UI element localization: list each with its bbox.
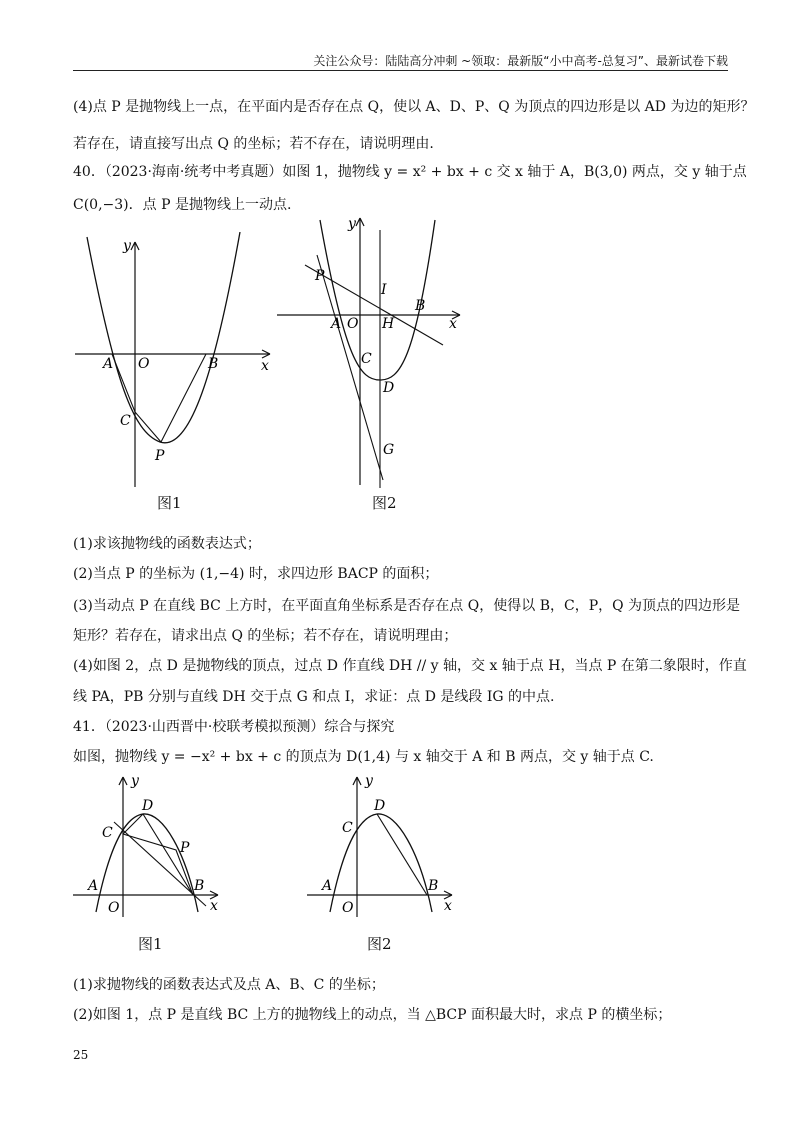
label-x: x (210, 898, 218, 914)
label-B: B (428, 878, 439, 894)
q40-part1: (1)求该抛物线的函数表达式； (73, 536, 261, 552)
page-number: 25 (73, 1048, 89, 1062)
label-O: O (347, 316, 359, 332)
label-C: C (342, 820, 353, 836)
q41-part2: (2)如图 1，点 P 是直线 BC 上方的抛物线上的动点，当 △BCP 面积最大时，求点 P 的横坐标； (73, 1007, 672, 1023)
header-rule (73, 70, 728, 71)
label-B: B (194, 878, 205, 894)
label-C: C (102, 825, 113, 841)
label-O: O (342, 900, 354, 916)
label-y: y (131, 773, 139, 789)
label-x: x (261, 358, 269, 374)
q41-stem: 如图，抛物线 y = −x² + bx + c 的顶点为 D(1,4) 与 x 轴交于 A 和 B 两点，交 y 轴于点 C. (73, 749, 654, 765)
figure-40-1-caption: 图1 (157, 494, 182, 512)
q41-part1: (1)求抛物线的函数表达式及点 A、B、C 的坐标； (73, 977, 385, 993)
q39-part4-line1: (4)点 P 是抛物线上一点，在平面内是否存在点 Q，使以 A、D、P、Q 为顶点的四边形是以 AD 为边的矩形？ (73, 99, 755, 115)
label-D: D (383, 380, 395, 396)
label-A: A (331, 316, 342, 332)
label-A: A (322, 878, 333, 894)
label-I: I (381, 282, 387, 298)
label-O: O (108, 900, 120, 916)
label-y: y (348, 216, 356, 232)
label-D: D (374, 798, 386, 814)
label-P: P (315, 268, 325, 284)
figure-41-1-caption: 图1 (138, 935, 163, 953)
q40-part3-line2: 矩形？若存在，请求出点 Q 的坐标；若不存在，请说明理由； (73, 628, 458, 644)
label-G: G (383, 442, 395, 458)
label-y: y (365, 773, 373, 789)
label-C: C (361, 351, 372, 367)
q40-stem-line2: C(0,−3)．点 P 是抛物线上一动点. (73, 197, 292, 213)
label-x: x (444, 898, 452, 914)
label-B: B (208, 356, 219, 372)
label-H: H (382, 316, 395, 332)
figure-41-1 (68, 772, 228, 922)
figure-41-2 (302, 772, 462, 922)
label-D: D (142, 798, 154, 814)
q40-part2: (2)当点 P 的坐标为 (1,−4) 时，求四边形 BACP 的面积； (73, 566, 439, 582)
q40-part4-line2: 线 PA，PB 分别与直线 DH 交于点 G 和点 I，求证：点 D 是线段 IG 的中点. (73, 689, 555, 705)
figure-41-2-caption: 图2 (367, 935, 392, 953)
label-C: C (120, 413, 131, 429)
figure-40-2-caption: 图2 (372, 494, 397, 512)
label-A: A (88, 878, 99, 894)
label-B: B (415, 298, 426, 314)
page-header: 关注公众号：陆陆高分冲刺 ~领取：最新版“小中高考-总复习”、最新试卷下载 (313, 54, 728, 68)
label-y: y (123, 238, 131, 254)
figure-40-1 (65, 232, 275, 492)
figure-40-2 (275, 210, 475, 492)
q41-title: 41．（2023·山西晋中·校联考模拟预测）综合与探究 (73, 719, 395, 735)
label-P: P (155, 448, 165, 464)
q40-part4-line1: (4)如图 2，点 D 是抛物线的顶点，过点 D 作直线 DH // y 轴，交 x 轴于点 H，当点 P 在第二象限时，作直 (73, 658, 747, 674)
q39-part4-line2: 若存在，请直接写出点 Q 的坐标；若不存在，请说明理由. (73, 136, 434, 152)
q40-part3-line1: (3)当动点 P 在直线 BC 上方时，在平面直角坐标系是否存在点 Q，使得以 B，C，P，Q 为顶点的四边形是 (73, 598, 741, 614)
label-A: A (103, 356, 114, 372)
label-P: P (180, 840, 190, 856)
q40-stem-line1: 40．（2023·海南·统考中考真题）如图 1，抛物线 y = x² + bx + c 交 x 轴于 A，B(3,0) 两点，交 y 轴于点 (73, 164, 747, 180)
label-x: x (449, 316, 457, 332)
label-O: O (138, 356, 150, 372)
